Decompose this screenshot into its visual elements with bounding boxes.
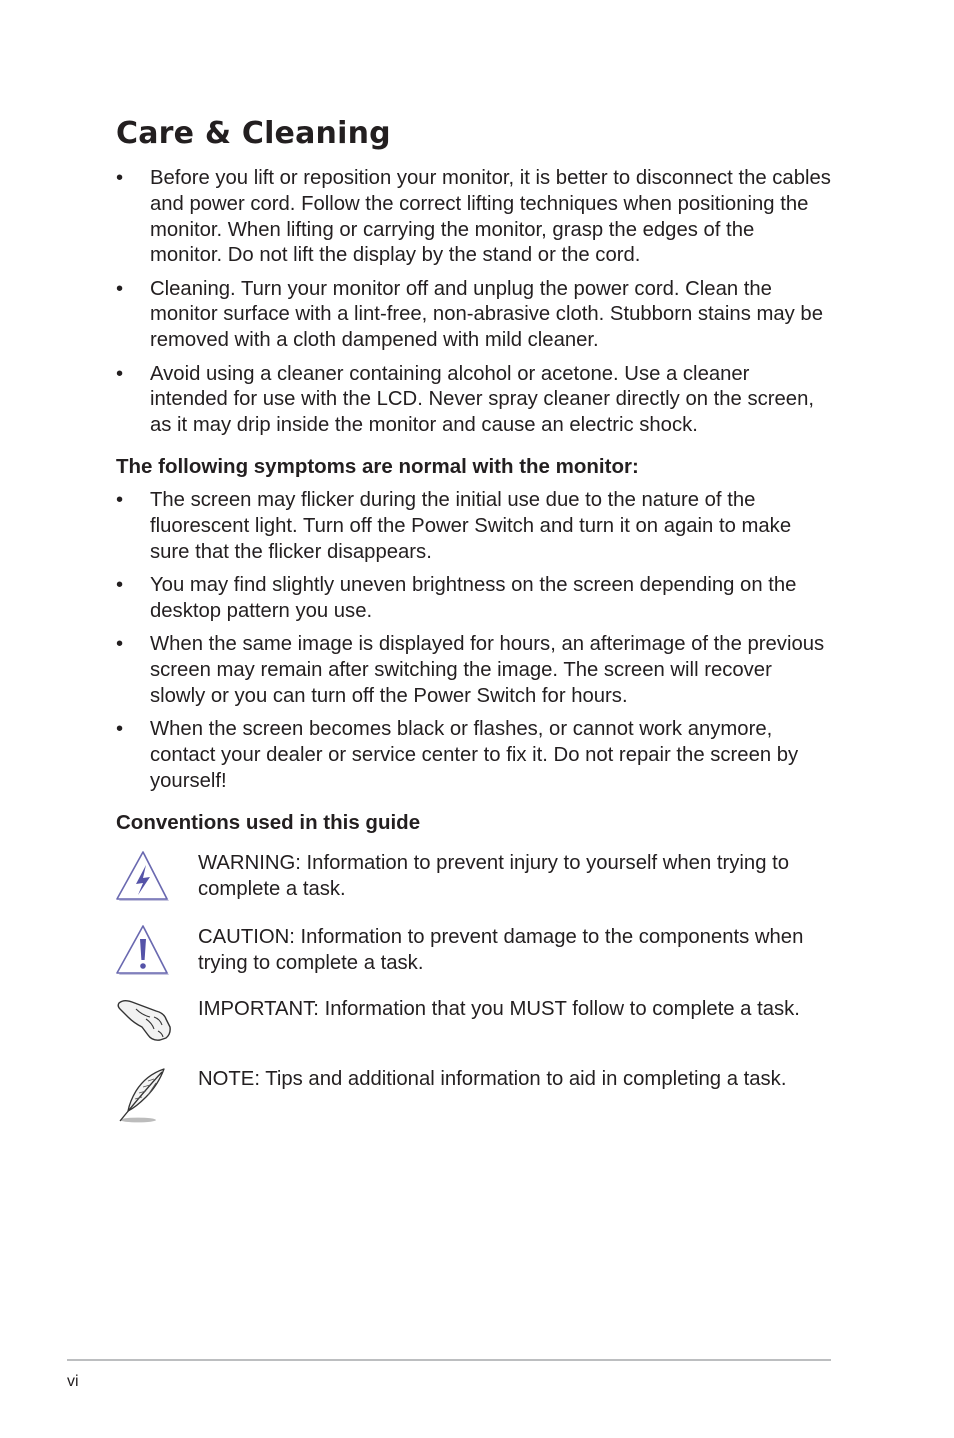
footer-divider [67,1359,831,1361]
page-number: vi [67,1373,79,1390]
note-feather-icon [116,1067,172,1130]
list-item-text: Before you lift or reposition your monitor, it is better to disconnect the cables and power cord. Follow the correct lifting techniques when positioning the monitor. When lifting or carrying the monitor, grasp the edges of the monitor. Do not lift the display by the stand or the cord. [150,167,831,267]
list-item [116,573,831,625]
list-item-text: You may find slightly uneven brightness on the screen depending on the desktop pattern you use. [150,574,797,622]
bullet: • [116,362,124,385]
bullet: • [116,633,124,656]
bullet: • [116,489,124,511]
convention-text: WARNING: Information to prevent injury to yourself when trying to complete a task. [198,852,790,900]
list-item [116,362,831,439]
convention-text: CAUTION: Information to prevent damage to the components when trying to complete a task. [198,926,804,974]
list-item-text: When the screen becomes black or flashes, or cannot work anymore, contact your dealer or service center to fix it. Do not repair the screen by yourself! [150,718,799,793]
convention-text: IMPORTANT: Information that you MUST follow to complete a task. [198,998,800,1020]
list-item-text: Cleaning. Turn your monitor off and unplug the power cord. Clean the monitor surface with a lint-free, non-abrasive cloth. Stubborn stains may be removed with a cloth dampened with mild cleaner. [150,277,823,352]
bullet: • [116,574,124,597]
conventions-heading: Conventions used in this guide [116,811,421,834]
warning-lightning-icon [116,851,172,910]
bullet: • [116,718,124,741]
list-item [116,277,831,354]
list-item [116,166,831,269]
list-item [116,488,831,565]
page-title: Care & Cleaning [116,116,391,151]
list-item [116,717,831,794]
list-item-text: Avoid using a cleaner containing alcohol or acetone. Use a cleaner intended for use with the LCD. Never spray cleaner directly on the screen, as it may drip inside the monitor and cause an electric shock. [150,362,814,437]
list-item-text: The screen may flicker during the initial use due to the nature of the fluorescent light. Turn off the Power Switch and turn it on again to make sure that the flicker disappears. [150,489,792,563]
bullet: • [116,167,124,189]
list-item-text: When the same image is displayed for hours, an afterimage of the previous screen may remain after switching the image. The screen will recover slowly or you can turn off the Power Switch for hours. [150,633,825,707]
bullet: • [116,277,124,300]
important-hand-icon [116,997,176,1048]
symptoms-list [116,488,831,803]
caution-exclamation-icon [116,925,172,984]
care-list [116,166,831,446]
symptoms-heading: The following symptoms are normal with the monitor: [116,455,639,478]
list-item [116,632,831,709]
convention-text: NOTE: Tips and additional information to aid in completing a task. [198,1068,787,1090]
